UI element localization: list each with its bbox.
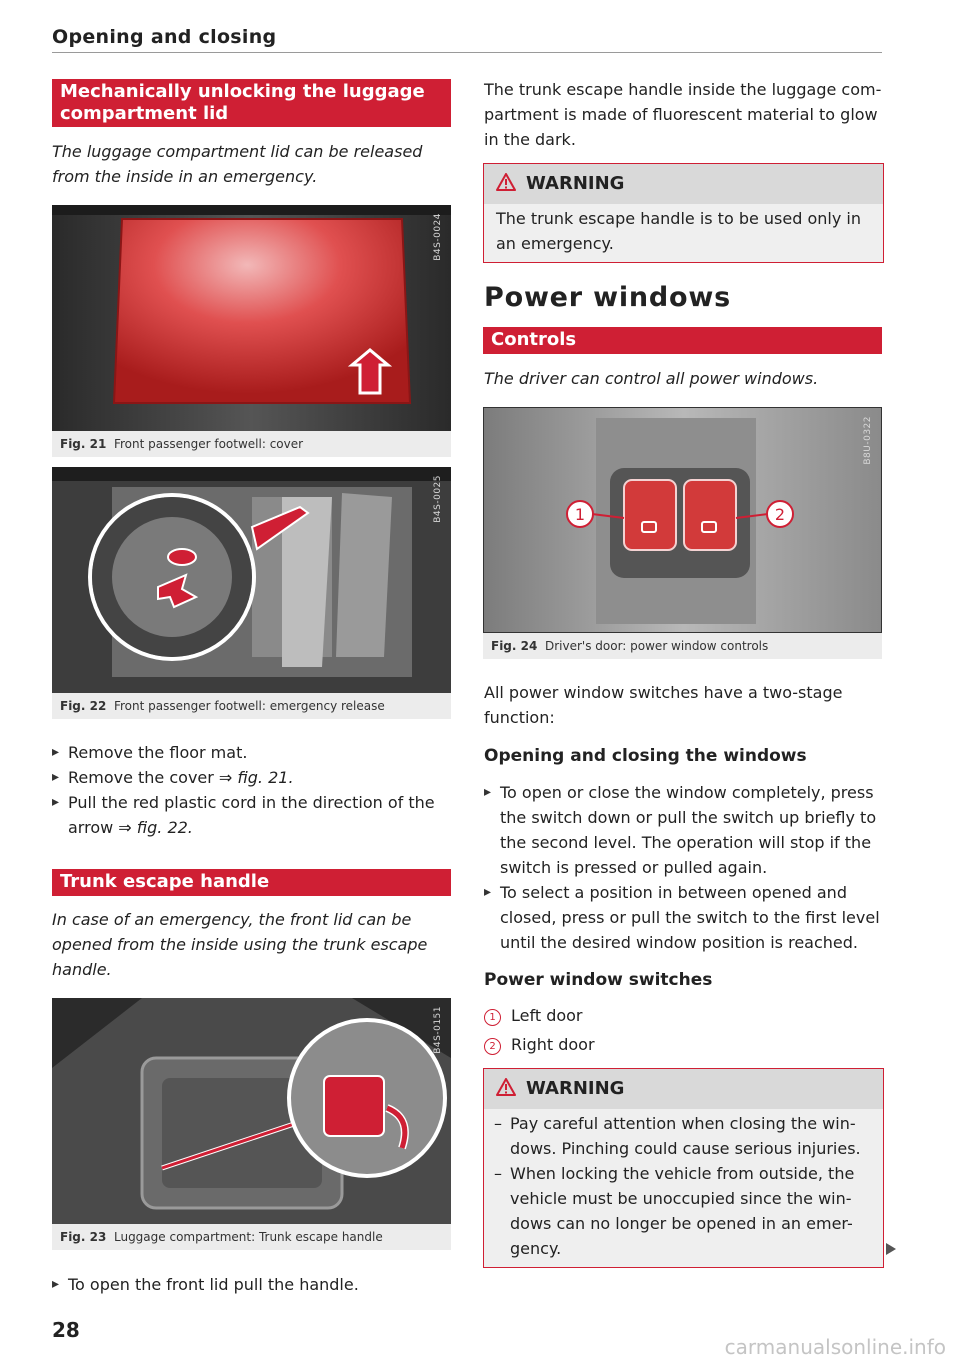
warning-line: – Pay careful attention when closing the win- [510,1114,856,1133]
step-text: Remove the floor mat. [68,743,248,762]
figure-label: Fig. 21 [60,437,107,451]
figure-label: Fig. 23 [60,1230,107,1244]
bullet-line: closed, press or pull the switch to the first level [500,908,880,927]
intro-line: from the inside in an emergency. [52,167,318,186]
section-intro [52,907,452,982]
paragraph-line: in the dark. [484,130,576,149]
figure-21-image [52,205,451,431]
warning-line: vehicle must be unoccupied since the win- [510,1189,852,1208]
figure-reference-link[interactable]: fig. 21. [237,768,294,787]
legend-item [484,1003,884,1028]
running-header: Opening and closing [52,26,277,48]
chapter-heading: Power windows [484,282,732,313]
warning-title: WARNING [526,1078,625,1099]
section-title-controls: Controls [483,327,882,354]
figure-code: B8U-0322 [863,416,873,465]
emergency-release-illustration [52,467,451,693]
switch-legend [484,1003,884,1057]
watermark: carmanualsonline.info [724,1335,946,1359]
fluorescent-note [484,77,884,152]
intro-line: The luggage compartment lid can be released [52,142,423,161]
step-text: ▸ Pull the red plastic cord in the direction of the [68,793,435,812]
trunk-handle-illustration [52,998,451,1224]
final-step [52,1272,452,1297]
section-title-line1: Mechanically unlocking the luggage [60,81,425,102]
bullet-line: ▸ To open or close the window completely, press [500,783,874,802]
window-switches-illustration [484,408,882,633]
warning-box-2 [483,1068,884,1268]
figure-23-image [52,998,451,1224]
warning-body [484,1109,883,1267]
section-title-line2: compartment lid [60,103,229,124]
caption-text: Luggage compartment: Trunk escape handle [113,1230,383,1244]
warning-line: dows. Pinching could cause serious injuries. [510,1139,861,1158]
warning-header [484,164,883,204]
callout-number: 2 [484,1038,501,1055]
legend-label: Left door [511,1006,583,1025]
figure-code: B4S-0025 [433,475,443,523]
bullet-line: ▸ To select a position in between opened and [500,883,847,902]
step-item [52,765,452,790]
bullet-item [484,780,884,880]
header-rule [52,52,882,53]
warning-line: The trunk escape handle is to be used only in [496,209,861,228]
intro-line: opened from the inside using the trunk escape [52,935,428,954]
step-text: arrow ⇒ [68,818,137,837]
figure-label: Fig. 24 [491,639,538,653]
warning-header [484,1069,883,1109]
paragraph-line: The trunk escape handle inside the luggage com- [484,80,882,99]
subheading-switches: Power window switches [484,970,713,990]
warning-line: – When locking the vehicle from outside, the [510,1164,855,1183]
warning-triangle-icon [496,1078,516,1096]
section-title-trunk-escape: Trunk escape handle [52,869,451,896]
figure-reference-link[interactable]: fig. 22. [136,818,193,837]
bullet-line: the switch down or pull the switch up briefly to [500,808,877,827]
figure-23-caption [52,1224,451,1250]
section-intro [52,139,452,189]
step-item [52,740,452,765]
subheading-opening-closing: Opening and closing the windows [484,746,807,766]
warning-title: WARNING [526,173,625,194]
warning-box-1 [483,163,884,263]
warning-triangle-icon [496,173,516,191]
warning-line: dows can no longer be opened in an emer- [510,1214,853,1233]
caption-text: Driver's door: power window controls [544,639,769,653]
figure-22-image [52,467,451,693]
bullet-line: the second level. The operation will stop if the [500,833,872,852]
warning-item [484,1161,871,1261]
continue-arrow-icon [886,1243,896,1255]
callout-2: 2 [774,505,786,524]
figure-21-caption [52,431,451,457]
window-bullets [484,780,884,955]
bullet-item [484,880,884,955]
callout-number: 1 [484,1009,501,1026]
warning-line: an emergency. [496,234,614,253]
paragraph-line: partment is made of fluorescent material to glow [484,105,878,124]
figure-label: Fig. 22 [60,699,107,713]
two-stage-note [484,680,884,730]
figure-code: B4S-0151 [433,1006,443,1054]
footwell-cover-illustration [52,205,451,431]
warning-body [484,204,883,262]
page-number: 28 [52,1318,80,1342]
intro-line: handle. [52,960,112,979]
bullet-line: until the desired window position is reached. [500,933,858,952]
step-item [52,790,452,840]
warning-line: gency. [510,1239,562,1258]
paragraph-line: function: [484,708,555,727]
section-title-mechanical-unlock [52,79,451,127]
legend-label: Right door [511,1035,595,1054]
section-intro: The driver can control all power windows. [484,369,819,388]
legend-item [484,1032,884,1057]
step-item: ▸ To open the front lid pull the handle. [52,1272,452,1297]
figure-22-caption [52,693,451,719]
instruction-steps [52,740,452,840]
paragraph-line: All power window switches have a two-stage [484,683,843,702]
figure-24-caption [483,633,882,659]
warning-item [484,1111,871,1161]
callout-1: 1 [574,505,586,524]
caption-text: Front passenger footwell: emergency release [113,699,385,713]
figure-24-image [483,407,882,633]
intro-line: In case of an emergency, the front lid can be [52,910,412,929]
figure-code: B4S-0024 [433,213,443,261]
bullet-line: switch is pressed or pulled again. [500,858,768,877]
caption-text: Front passenger footwell: cover [113,437,304,451]
step-text: Remove the cover ⇒ [68,768,238,787]
